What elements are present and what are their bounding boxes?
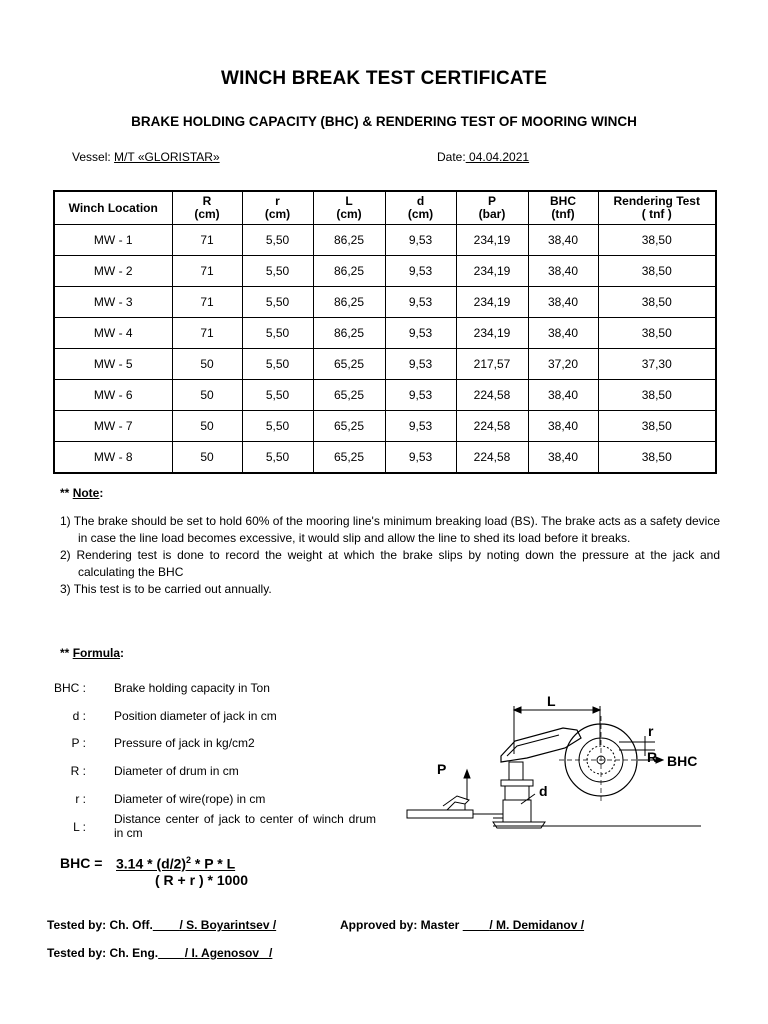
- table-cell: 65,25: [313, 411, 385, 442]
- table-header-row: [54, 191, 716, 225]
- table-cell: 38,40: [528, 318, 598, 349]
- signature-tested-ch-off: Tested by: Ch. Off. / S. Boyarintsev /: [47, 918, 277, 932]
- table-cell: 234,19: [456, 287, 528, 318]
- formula-lhs: BHC =: [60, 855, 103, 871]
- table-cell: 9,53: [385, 318, 456, 349]
- table-cell: 71: [172, 287, 242, 318]
- table-cell: 5,50: [242, 349, 313, 380]
- table-cell: 65,25: [313, 442, 385, 474]
- table-cell: 234,19: [456, 256, 528, 287]
- vessel-field: [72, 150, 220, 164]
- certificate-title: WINCH BREAK TEST CERTIFICATE: [220, 68, 548, 89]
- table-cell: 65,25: [313, 380, 385, 411]
- table-cell: 38,50: [598, 318, 716, 349]
- diagram-label-d: d: [539, 783, 548, 799]
- table-cell: 71: [172, 225, 242, 256]
- table-cell: 5,50: [242, 380, 313, 411]
- table-cell: 9,53: [385, 225, 456, 256]
- table-row: [54, 349, 716, 380]
- table-cell: 86,25: [313, 225, 385, 256]
- table-cell: 38,40: [528, 411, 598, 442]
- table-cell: MW - 2: [54, 256, 172, 287]
- table-cell: 5,50: [242, 411, 313, 442]
- table-cell: 5,50: [242, 318, 313, 349]
- signature-approved-master: Approved by: Master / M. Demidanov /: [340, 918, 585, 932]
- table-cell: 5,50: [242, 442, 313, 474]
- vessel-label: Vessel:: [72, 150, 111, 164]
- date-field: [437, 150, 529, 164]
- date-label: Date:: [437, 150, 466, 164]
- table-cell: 86,25: [313, 287, 385, 318]
- table-cell: 5,50: [242, 225, 313, 256]
- table-cell: 224,58: [456, 380, 528, 411]
- table-cell: 234,19: [456, 318, 528, 349]
- table-cell: 9,53: [385, 442, 456, 474]
- table-cell: 224,58: [456, 442, 528, 474]
- table-cell: 50: [172, 380, 242, 411]
- table-cell: MW - 3: [54, 287, 172, 318]
- diagram-label-r: r: [648, 723, 654, 739]
- table-cell: 38,50: [598, 380, 716, 411]
- table-cell: 38,50: [598, 225, 716, 256]
- header-d: d (cm): [385, 191, 456, 225]
- formula-heading: ** Formula:: [60, 646, 125, 660]
- header-winch-location: Winch Location: [54, 191, 172, 225]
- note-item-3: 3) This test is to be carried out annually.: [60, 582, 272, 596]
- note-item-2: 2) Rendering test is done to record the weight at which the brake slips by noting down the pressure at the jack and calculating the BHC: [60, 548, 720, 579]
- table-cell: 5,50: [242, 287, 313, 318]
- table-row: [54, 411, 716, 442]
- table-cell: 65,25: [313, 349, 385, 380]
- table-cell: 50: [172, 442, 242, 474]
- table-cell: 86,25: [313, 256, 385, 287]
- winch-diagram: [405, 690, 705, 840]
- table-cell: 50: [172, 349, 242, 380]
- diagram-label-R: R: [647, 749, 658, 765]
- table-cell: 38,50: [598, 411, 716, 442]
- table-cell: 38,40: [528, 380, 598, 411]
- table-row: [54, 256, 716, 287]
- table-cell: 38,40: [528, 442, 598, 474]
- table-cell: 38,50: [598, 287, 716, 318]
- table-row: [54, 287, 716, 318]
- table-cell: 9,53: [385, 349, 456, 380]
- table-cell: MW - 4: [54, 318, 172, 349]
- table-cell: 50: [172, 411, 242, 442]
- table-cell: 9,53: [385, 287, 456, 318]
- winch-test-table: [53, 190, 717, 474]
- table-cell: 9,53: [385, 380, 456, 411]
- table-cell: MW - 1: [54, 225, 172, 256]
- table-cell: 71: [172, 318, 242, 349]
- table-cell: MW - 7: [54, 411, 172, 442]
- table-row: [54, 380, 716, 411]
- table-cell: 9,53: [385, 411, 456, 442]
- table-cell: MW - 5: [54, 349, 172, 380]
- diagram-label-L: L: [547, 693, 556, 709]
- table-cell: 224,58: [456, 411, 528, 442]
- table-cell: 38,40: [528, 256, 598, 287]
- table-row: [54, 442, 716, 474]
- table-cell: 5,50: [242, 256, 313, 287]
- header-rendering-test: Rendering Test ( tnf ): [598, 191, 716, 225]
- table-row: [54, 225, 716, 256]
- table-cell: 71: [172, 256, 242, 287]
- diagram-label-P: P: [437, 761, 447, 777]
- table-cell: 38,50: [598, 442, 716, 474]
- table-cell: 37,20: [528, 349, 598, 380]
- table-cell: 37,30: [598, 349, 716, 380]
- formula-denominator: ( R + r ) * 1000: [155, 872, 248, 888]
- table-cell: MW - 6: [54, 380, 172, 411]
- diagram-label-BHC: BHC: [667, 753, 698, 769]
- table-body: [54, 225, 716, 474]
- formula-numerator: $3.14 * (d/2)^2$ * P * L: [116, 855, 236, 872]
- table-cell: 38,40: [528, 225, 598, 256]
- table-cell: 234,19: [456, 225, 528, 256]
- header-L: L (cm): [313, 191, 385, 225]
- note-item-1: 1) The brake should be set to hold 60% of the mooring line's minimum breaking load (BS). The brake acts as a safety device in case the line load becomes excessive, it would slip and allow the line to shed its load before it breaks.: [60, 514, 720, 545]
- header-BHC: BHC (tnf): [528, 191, 598, 225]
- signature-tested-ch-eng: Tested by: Ch. Eng. / I. Agenosov /: [47, 946, 273, 960]
- header-R: R (cm): [172, 191, 242, 225]
- table-cell: 38,50: [598, 256, 716, 287]
- header-r: r (cm): [242, 191, 313, 225]
- table-cell: 86,25: [313, 318, 385, 349]
- table-cell: MW - 8: [54, 442, 172, 474]
- table-cell: 38,40: [528, 287, 598, 318]
- certificate-subtitle: BRAKE HOLDING CAPACITY (BHC) & RENDERING TEST OF MOORING WINCH: [131, 114, 637, 129]
- header-P: P (bar): [456, 191, 528, 225]
- date-value: 04.04.2021: [465, 150, 530, 164]
- table-cell: 9,53: [385, 256, 456, 287]
- table-cell: 217,57: [456, 349, 528, 380]
- note-heading: ** Note:: [60, 486, 104, 500]
- vessel-value: M/T «GLORISTAR»: [114, 150, 220, 164]
- notes-list: [60, 513, 720, 598]
- table-row: [54, 318, 716, 349]
